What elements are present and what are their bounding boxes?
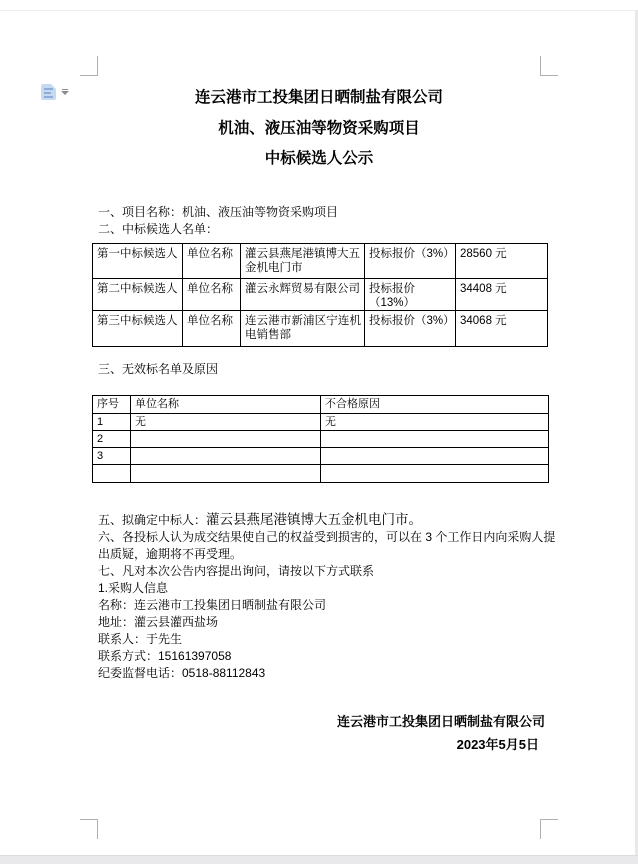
seq-cell: 3 xyxy=(93,448,131,465)
title-announcement: 中标候选人公示 xyxy=(264,150,374,167)
supervision-phone-line: 纪委监督电话：0518-88112843 xyxy=(98,666,266,680)
buyer-info-heading: 1.采购人信息 xyxy=(98,581,169,595)
company-cell: 灌云县燕尾港镇博大五金机电门市 xyxy=(241,244,365,279)
contact-phone-line: 联系方式：15161397058 xyxy=(98,649,232,663)
table-row xyxy=(93,431,549,448)
unit-cell: 无 xyxy=(131,414,321,431)
table-header-row xyxy=(93,396,549,414)
amount-cell: 34408 元 xyxy=(456,279,548,311)
signature-date: 2023年5月5日 xyxy=(456,737,539,752)
table-row xyxy=(93,448,549,465)
crop-mark-top-right xyxy=(540,56,558,76)
table-row xyxy=(93,465,549,483)
signature-company: 连云港市工投集团日晒制盐有限公司 xyxy=(336,714,545,729)
invalid-bids-table xyxy=(92,395,549,483)
header-reason: 不合格原因 xyxy=(321,396,549,414)
amount-cell: 28560 元 xyxy=(456,244,548,279)
unit-cell xyxy=(131,431,321,448)
table-row xyxy=(93,414,549,431)
clipboard-icon xyxy=(41,84,56,100)
unit-cell xyxy=(131,465,321,483)
unit-label-cell: 单位名称 xyxy=(183,279,241,311)
inquiry-notice-line: 七、凡对本次公告内容提出询问，请按以下方式联系 xyxy=(98,564,375,578)
page-top-edge xyxy=(0,10,635,11)
unit-cell xyxy=(131,448,321,465)
rank-cell: 第三中标候选人 xyxy=(93,311,183,347)
confirmed-winner-prefix: 五、拟确定中标人： xyxy=(98,513,207,527)
paste-options-button[interactable] xyxy=(40,83,70,102)
crop-mark-bottom-right xyxy=(540,819,558,839)
rank-cell: 第一中标候选人 xyxy=(93,244,183,279)
company-cell: 灌云永辉贸易有限公司 xyxy=(241,279,365,311)
title-project: 机油、液压油等物资采购项目 xyxy=(218,119,420,137)
seq-cell xyxy=(93,465,131,483)
reason-cell: 无 xyxy=(321,414,549,431)
table-row xyxy=(93,279,548,311)
unit-label-cell: 单位名称 xyxy=(183,311,241,347)
project-name-line: 一、项目名称：机油、液压油等物资采购项目 xyxy=(98,205,339,219)
reason-cell xyxy=(321,448,549,465)
document-title-block xyxy=(98,83,540,175)
intro-block xyxy=(98,204,338,237)
invalid-bids-heading: 三、无效标名单及原因 xyxy=(98,362,219,376)
title-company: 连云港市工投集团日晒制盐有限公司 xyxy=(194,89,443,106)
confirmed-winner-line xyxy=(98,511,560,529)
seq-cell: 1 xyxy=(93,414,131,431)
header-seq: 序号 xyxy=(93,396,131,414)
bid-label-cell: 投标报价（13%） xyxy=(365,279,456,311)
confirmed-winner-name: 灌云县燕尾港镇博大五金机电门市。 xyxy=(206,512,423,527)
candidate-list-line: 二、中标候选人名单： xyxy=(98,221,219,236)
buyer-address-line: 地址：灌云县灌西盐场 xyxy=(98,615,219,629)
contact-person-line: 联系人：于先生 xyxy=(98,632,183,646)
bid-label-cell: 投标报价（3%） xyxy=(365,244,456,279)
company-cell: 连云港市新浦区宁连机电销售部 xyxy=(241,311,365,347)
body-paragraphs xyxy=(98,511,560,682)
crop-mark-top-left xyxy=(80,56,98,76)
buyer-name-line: 名称：连云港市工投集团日晒制盐有限公司 xyxy=(98,598,327,612)
rank-cell: 第二中标候选人 xyxy=(93,279,183,311)
header-unit: 单位名称 xyxy=(131,396,321,414)
chevron-down-icon[interactable] xyxy=(61,89,69,95)
candidates-table xyxy=(92,243,548,347)
page-bottom-edge xyxy=(0,855,638,864)
reason-cell xyxy=(321,431,549,448)
unit-label-cell: 单位名称 xyxy=(183,244,241,279)
objection-notice-line: 六、各投标人认为成交结果使自己的权益受到损害的，可以在 3 个工作日内向采购人提出质疑，逾期将不再受理。 xyxy=(98,530,556,561)
bid-label-cell: 投标报价（3%） xyxy=(365,311,456,347)
crop-mark-bottom-left xyxy=(80,819,98,839)
table-row xyxy=(93,311,548,347)
seq-cell: 2 xyxy=(93,431,131,448)
reason-cell xyxy=(321,465,549,483)
amount-cell: 34068 元 xyxy=(456,311,548,347)
signature-block xyxy=(98,710,545,756)
table-row xyxy=(93,244,548,279)
